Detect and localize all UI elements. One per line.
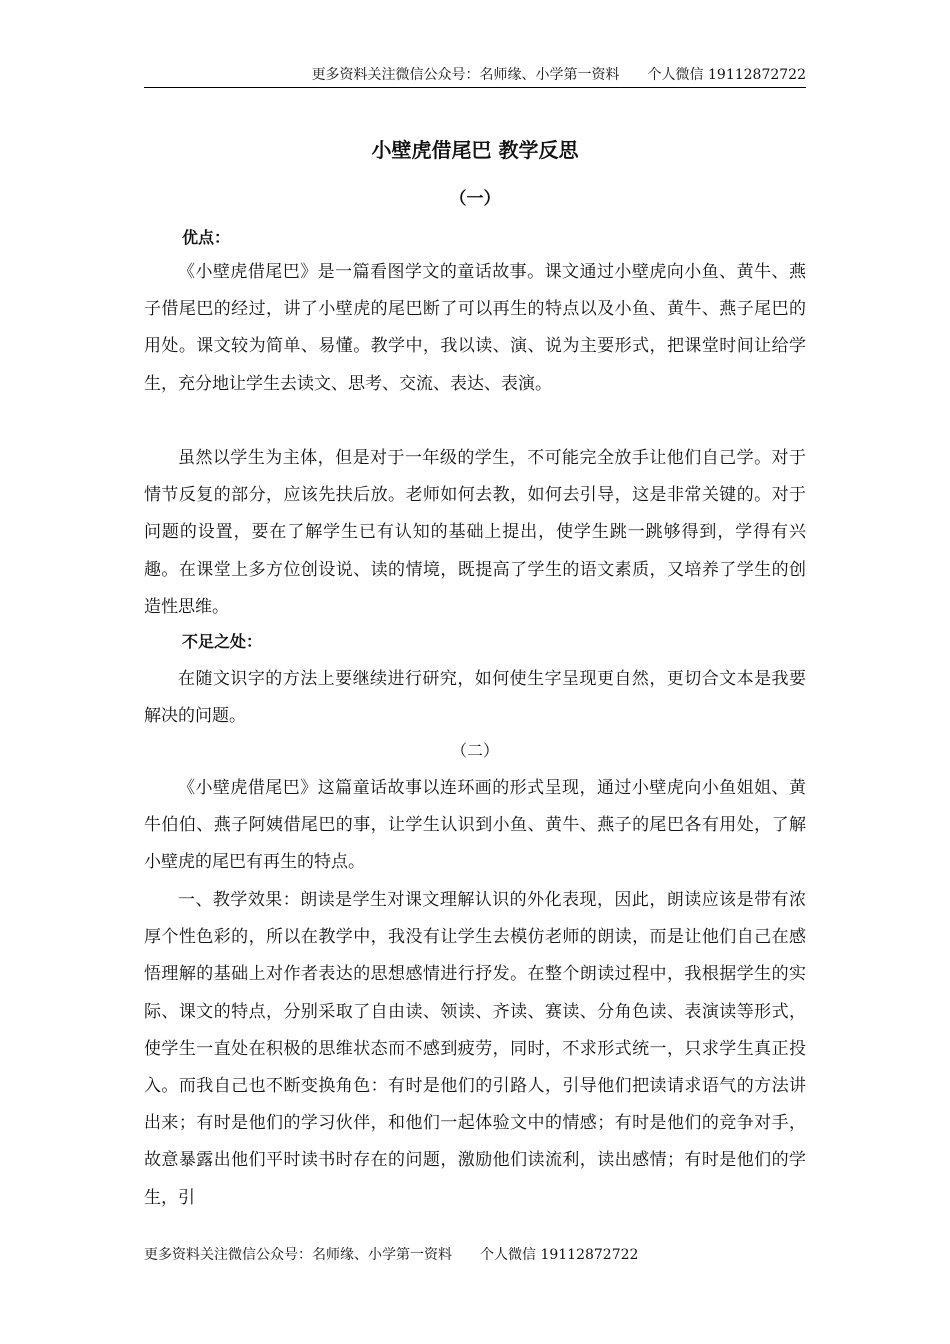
weakness-label: 不足之处： xyxy=(182,632,263,651)
paragraph: 在随文识字的方法上要继续进行研究，如何使生字呈现更自然，更切合文本是我要解决的问题。 xyxy=(144,669,806,727)
document-title: 小壁虎借尾巴 教学反思 xyxy=(371,138,579,162)
section-heading-2: （二） xyxy=(450,741,499,760)
paragraph: 《小壁虎借尾巴》是一篇看图学文的童话故事。课文通过小壁虎向小鱼、黄牛、燕子借尾巴的经过，讲了小壁虎的尾巴断了可以再生的特点以及小鱼、黄牛、燕子尾巴的用处。课文较为简单、易懂。教学中，我以读、演、说为主要形式，把课堂时间让给学生，充分地让学生去读文、思考、交流、表达、表演。 xyxy=(144,262,806,394)
strengths-label: 优点： xyxy=(182,228,231,247)
paragraph: 一、教学效果：朗读是学生对课文理解认识的外化表现，因此，朗读应该是带有浓厚个性色彩的，所以在教学中，我没有让学生去模仿老师的朗读，而是让他们自己在感悟理解的基础上对作者表达的思想感情进行抒发。在整个朗读过程中，我根据学生的实际、课文的特点，分别采取了自由读、领读、齐读、赛读、分角色读、表演读等形式，使学生一直处在积极的思维状态而不感到疲劳，同时，不求形式统一，只求学生真正投入。而我自己也不断变换角色：有时是他们的引路人，引导他们把读请求语气的方法讲出来；有时是他们的学习伙伴，和他们一起体验文中的情感；有时是他们的竞争对手，故意暴露出他们平时读书时存在的问题，激励他们读流利，读出感情；有时是他们的学生，引 xyxy=(144,890,806,1208)
page-footer: 更多资料关注微信公众号：名师缘、小学第一资料 个人微信 19112872722 xyxy=(144,1247,639,1263)
paragraph: 《小壁虎借尾巴》这篇童话故事以连环画的形式呈现，通过小壁虎向小鱼姐姐、黄牛伯伯、燕子阿姨借尾巴的事，让学生认识到小鱼、黄牛、燕子的尾巴各有用处，了解小壁虎的尾巴有再生的特点。 xyxy=(144,778,806,873)
paragraph: 虽然以学生为主体，但是对于一年级的学生，不可能完全放手让他们自己学。对于情节反复的部分，应该先扶后放。老师如何去教，如何去引导，这是非常关键的。对于问题的设置，要在了解学生已有认知的基础上提出，使学生跳一跳够得到，学得有兴趣。在课堂上多方位创设说、读的情境，既提高了学生的语文素质，又培养了学生的创造性思维。 xyxy=(144,448,806,617)
section-heading-1: （一） xyxy=(449,189,501,209)
page-header: 更多资料关注微信公众号：名师缘、小学第一资料 个人微信 19112872722 xyxy=(144,66,806,88)
